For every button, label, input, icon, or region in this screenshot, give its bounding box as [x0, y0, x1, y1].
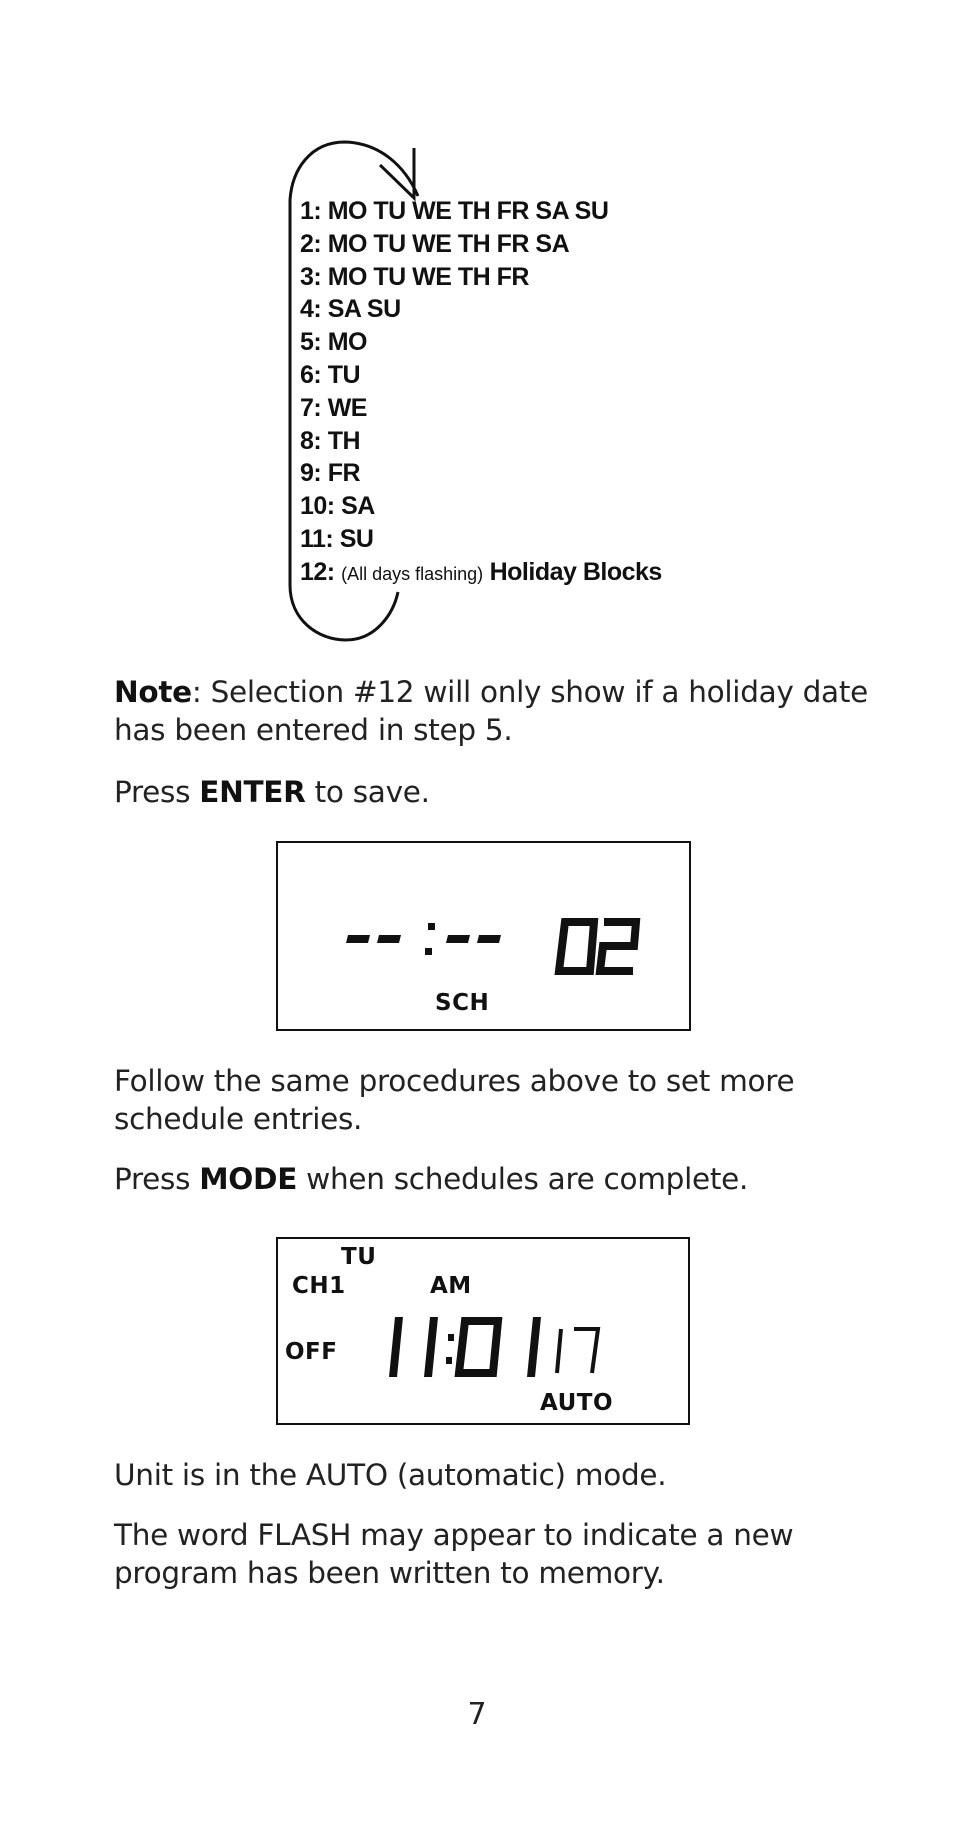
time-dashes [346, 923, 501, 955]
press-mode-instruction: Press MODE when schedules are complete. [114, 1162, 749, 1196]
day-option-4: 4: SA SU [300, 295, 401, 324]
day-selection-list [300, 195, 662, 589]
clock-colon-bottom [446, 1357, 452, 1364]
follow-paragraph: Follow the same procedures above to set more schedule entries. [114, 1064, 795, 1136]
day-option-5: 5: MO [300, 328, 367, 357]
digit-zero [459, 1321, 498, 1373]
day-option-10: 10: SA [300, 492, 375, 521]
day-option-1: 1: MO TU WE TH FR SA SU [300, 197, 609, 225]
day-option-8: 8: TH [300, 426, 361, 455]
holiday-blocks-label: Holiday Blocks [489, 557, 662, 586]
sch-indicator: SCH [435, 990, 490, 1016]
digit-two [600, 922, 636, 971]
day-indicator: TU [341, 1244, 377, 1270]
day-option-2: 2: MO TU WE TH FR SA [300, 229, 570, 258]
note-label: Note [114, 675, 192, 709]
all-days-flashing-note: (All days flashing) [341, 563, 484, 584]
press-enter-instruction: Press ENTER to save. [114, 775, 430, 809]
clock-colon-top [448, 1334, 454, 1341]
auto-indicator: AUTO [540, 1390, 614, 1416]
clock-seven-segment [278, 1239, 688, 1423]
digit-one-b [424, 1317, 438, 1377]
off-indicator: OFF [285, 1339, 338, 1365]
day-option-11: 11: SU [300, 524, 374, 553]
note-text: : Selection #12 will only show if a holiday date [191, 675, 868, 709]
digit-zero [559, 922, 594, 971]
lcd-display-schedule [276, 841, 691, 1031]
page-number: 7 [467, 1697, 487, 1732]
am-indicator: AM [430, 1273, 472, 1299]
day-option-12: 12: (All days flashing) Holiday Blocks [300, 557, 662, 586]
note-text-line2: has been entered in step 5. [114, 713, 513, 747]
channel-indicator: CH1 [292, 1273, 346, 1299]
auto-mode-paragraph: Unit is in the AUTO (automatic) mode. [114, 1458, 667, 1492]
mode-key-label: MODE [199, 1162, 298, 1196]
day-option-6: 6: TU [300, 360, 361, 389]
lcd-display-auto [276, 1237, 690, 1425]
day-option-7: 7: WE [300, 393, 367, 422]
digit-one-a [389, 1317, 403, 1377]
day-option-9: 9: FR [300, 459, 361, 488]
flash-paragraph: The word FLASH may appear to indicate a new program has been written to memory. [114, 1518, 794, 1590]
day-option-3: 3: MO TU WE TH FR [300, 262, 529, 291]
enter-key-label: ENTER [199, 775, 306, 809]
seconds-digits [557, 1329, 598, 1373]
note-paragraph [114, 673, 868, 749]
digit-one-c [527, 1317, 541, 1377]
